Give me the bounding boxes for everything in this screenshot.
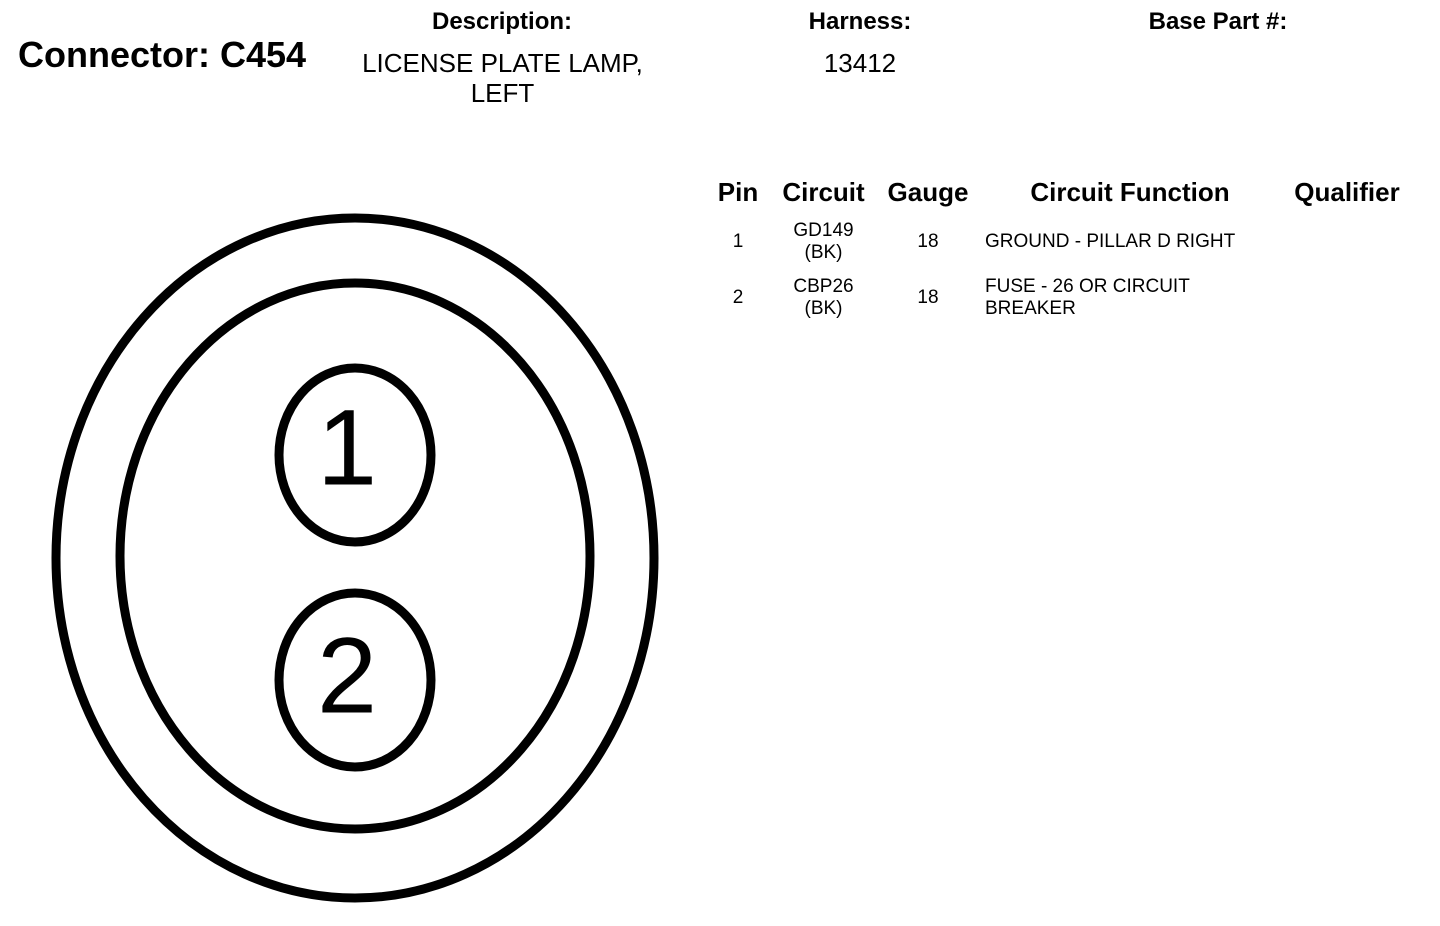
connector-label: Connector: (18, 34, 210, 75)
table-row (706, 270, 1413, 326)
pin-cell: 2 (732, 287, 744, 308)
circuit-cell (770, 270, 877, 326)
description-value (340, 48, 665, 108)
header-qualifier: Qualifier (1294, 176, 1400, 207)
table-header-row (706, 170, 1413, 214)
description-line-2: LEFT (470, 78, 535, 108)
gauge-cell: 18 (917, 231, 939, 252)
function-line-1: GROUND - PILLAR D RIGHT (985, 231, 1236, 252)
circuit-id: CBP26 (793, 276, 854, 297)
header-gauge: Gauge (887, 176, 969, 207)
pin-1-label: 1 (316, 386, 378, 508)
circuit-cell (770, 214, 877, 270)
table-row (706, 214, 1413, 270)
connector-face-diagram (0, 180, 700, 920)
pin-2-label: 2 (316, 614, 378, 736)
connector-title (18, 34, 306, 76)
harness-label: Harness: (808, 8, 912, 35)
circuit-color: (BK) (804, 242, 843, 263)
pin-table (706, 170, 1413, 326)
circuit-id: GD149 (793, 220, 854, 241)
description-line-1: LICENSE PLATE LAMP, (362, 48, 643, 78)
base-part-label: Base Part #: (1148, 8, 1288, 35)
connector-id: C454 (220, 34, 307, 75)
pin-cell: 1 (732, 231, 744, 252)
function-cell (979, 214, 1281, 270)
header-circuit: Circuit (782, 176, 865, 207)
header-pin: Pin (717, 176, 759, 207)
description-label: Description: (431, 8, 572, 35)
connector-outer-shell (56, 218, 654, 898)
header-circuit-function: Circuit Function (1030, 176, 1230, 207)
circuit-color: (BK) (804, 298, 843, 319)
function-line-1: FUSE - 26 OR CIRCUIT (985, 276, 1190, 297)
gauge-cell: 18 (917, 287, 939, 308)
harness-value: 13412 (823, 48, 897, 78)
function-line-2: BREAKER (985, 298, 1076, 319)
qualifier-cell (1281, 270, 1413, 326)
qualifier-cell (1281, 214, 1413, 270)
function-cell (979, 270, 1281, 326)
